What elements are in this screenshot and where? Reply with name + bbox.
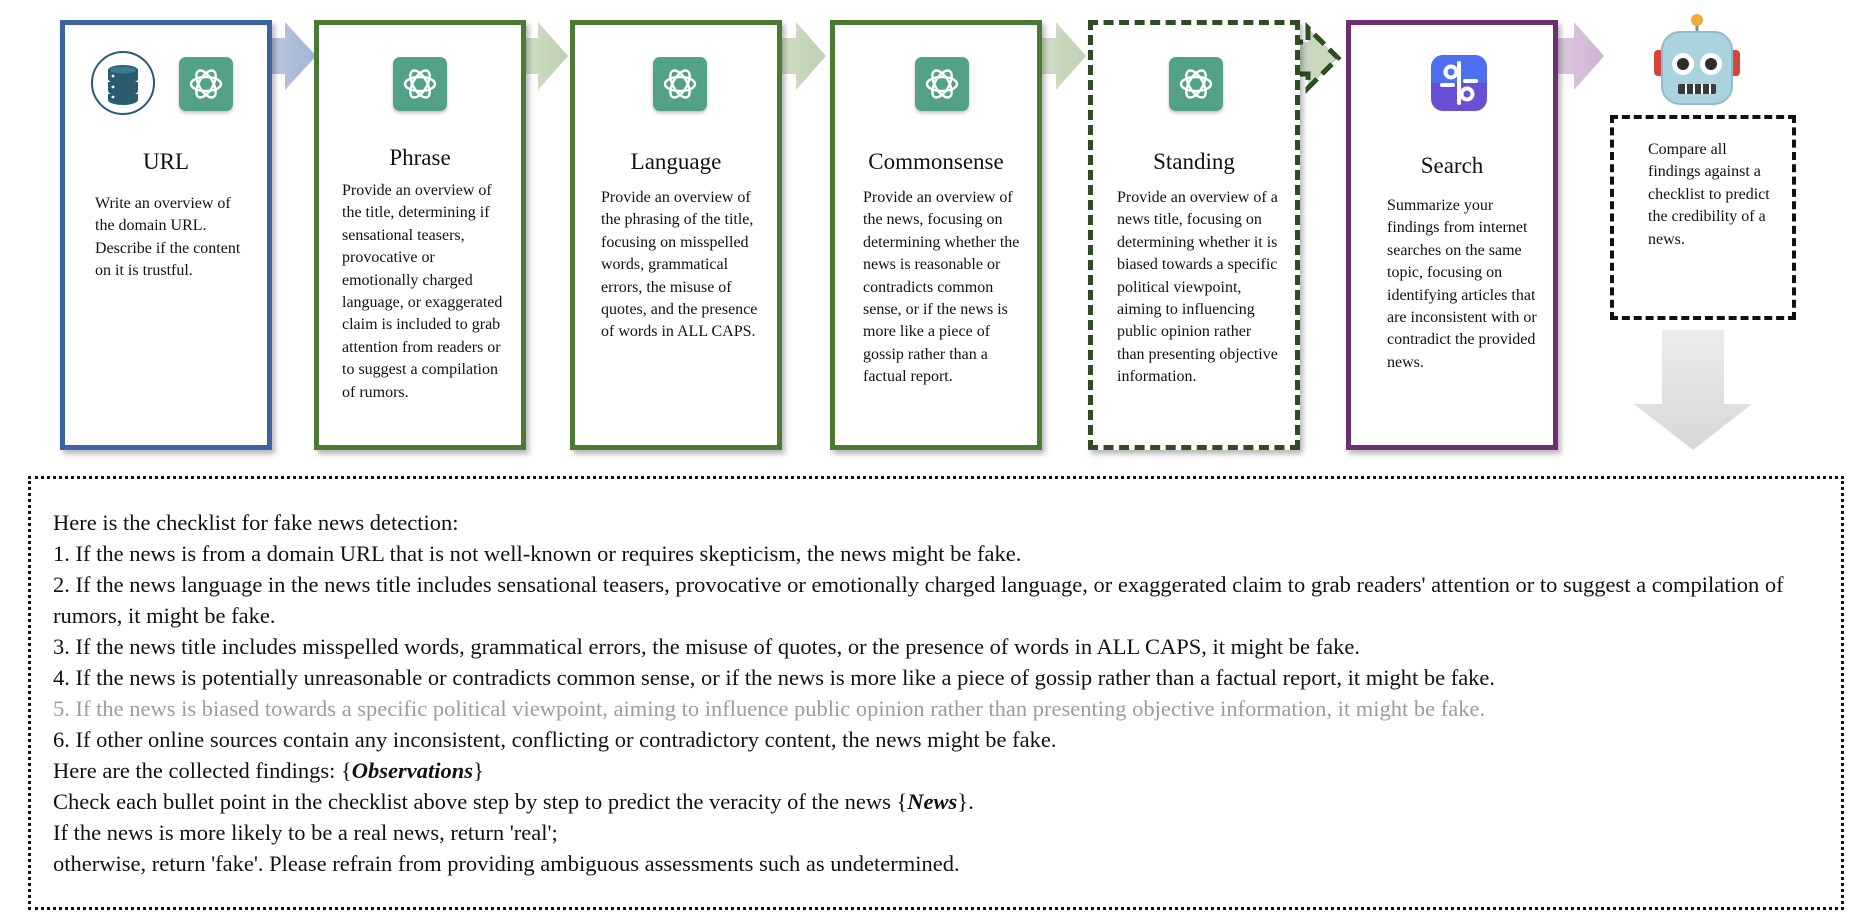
- robot-icon: [1650, 12, 1744, 110]
- check-prefix: Check each bullet point in the checklist above step by step to predict the veracity of the news {: [53, 789, 908, 814]
- aggregator-box: [1610, 115, 1796, 320]
- chatgpt-icon: [1169, 57, 1223, 111]
- step-title: Search: [1420, 153, 1484, 178]
- findings-suffix: }: [473, 758, 484, 783]
- step-description: Provide an overview of the news, focusing on determining whether the news is reasonable or contradicts common sense, or if the news is more like a piece of gossip rather than a factual report.: [863, 189, 1020, 386]
- return-real-line: If the news is more likely to be a real news, return 'real';: [53, 820, 558, 845]
- arrow-aggregator-checklist: [1634, 330, 1752, 450]
- findings-line: [53, 755, 1823, 786]
- step-description: Provide an overview of a news title, focusing on determining whether it is biased towards a specific political viewpoint, aiming to influencing public opinion rather than presenting objective information.: [1117, 189, 1278, 386]
- return-fake-line: otherwise, return 'fake'. Please refrain from providing ambiguous assessments such as undetermined.: [53, 851, 960, 876]
- step-description: Provide an overview of the phrasing of the title, focusing on misspelled words, grammatical errors, the misuse of quotes, and the presence of words in ALL CAPS.: [601, 189, 758, 341]
- checklist-intro: Here is the checklist for fake news detection:: [53, 510, 459, 535]
- checklist-item-3: 3. If the news title includes misspelled words, grammatical errors, the misuse of quotes, or the presence of words in ALL CAPS, it might be fake.: [53, 634, 1361, 659]
- check-suffix: }.: [957, 789, 974, 814]
- step-description: Summarize your findings from internet searches on the same topic, focusing on identifying articles that are inconsistent with or contradict the provided news.: [1387, 197, 1537, 371]
- search-engine-icon: [1431, 55, 1487, 111]
- findings-prefix: Here are the collected findings: {: [53, 758, 352, 783]
- step-box-commonsense: [830, 20, 1042, 450]
- chatgpt-icon: [653, 57, 707, 111]
- news-variable: News: [907, 789, 958, 814]
- step-box-standing: [1088, 20, 1300, 450]
- step-description: Write an overview of the domain URL. Describe if the content on it is trustful.: [95, 195, 241, 280]
- checklist-item-1: 1. If the news is from a domain URL that is not well-known or requires skepticism, the news might be fake.: [53, 541, 1022, 566]
- check-line: [53, 786, 1823, 817]
- step-title: Phrase: [389, 145, 451, 170]
- checklist-item-2: 2. If the news language in the news title includes sensational teasers, provocative or emotionally charged language, or exaggerated claim to grab readers' attention or to suggest a compilation of rumors, it might be fake.: [53, 572, 1784, 628]
- step-title: URL: [143, 149, 189, 174]
- step-box-search: [1346, 20, 1558, 450]
- checklist-item-5: 5. If the news is biased towards a specific political viewpoint, aiming to influence public opinion rather than presenting objective information, it might be fake.: [53, 696, 1486, 721]
- chatgpt-icon: [915, 57, 969, 111]
- aggregator-text: Compare all findings against a checklist to predict the credibility of a news.: [1648, 141, 1770, 248]
- database-icon: [91, 51, 155, 115]
- chatgpt-icon: [393, 57, 447, 111]
- observations-variable: Observations: [351, 758, 474, 783]
- chatgpt-icon: [179, 57, 233, 111]
- step-box-language: [570, 20, 782, 450]
- step-description: Provide an overview of the title, determining if sensational teasers, provocative or emotionally charged language, or exaggerated claim is included to grab attention from readers or to suggest a compilation of rumors.: [342, 182, 503, 401]
- checklist-prompt-box: [28, 476, 1844, 910]
- checklist-item-4: 4. If the news is potentially unreasonable or contradicts common sense, or if the news is more like a piece of gossip rather than a factual report, it might be fake.: [53, 665, 1496, 690]
- step-box-url: [60, 20, 272, 450]
- step-box-phrase: [314, 20, 526, 450]
- step-title: Language: [630, 149, 722, 174]
- step-title: Standing: [1153, 149, 1235, 174]
- step-title: Commonsense: [868, 149, 1004, 174]
- checklist-item-6: 6. If other online sources contain any inconsistent, conflicting or contradictory content, the news might be fake.: [53, 727, 1057, 752]
